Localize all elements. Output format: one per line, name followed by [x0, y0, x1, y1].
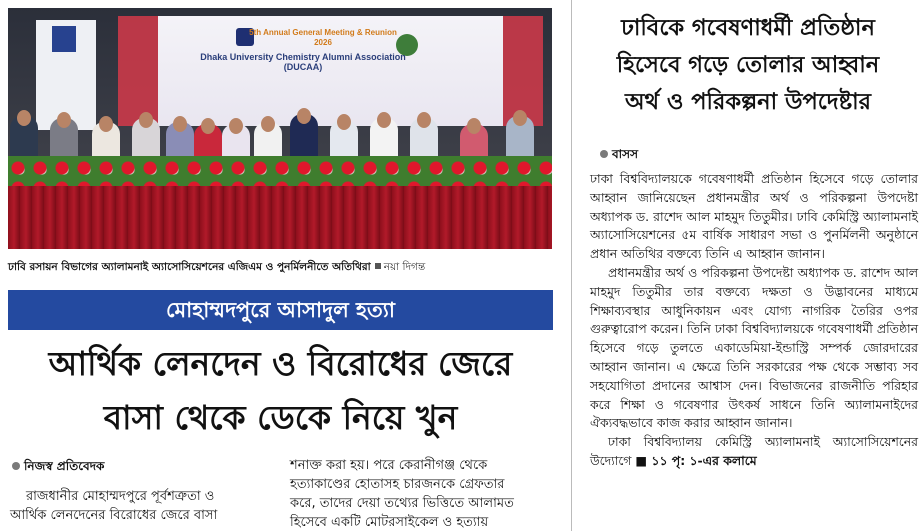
- headline-line-1: আর্থিক লেনদেন ও বিরোধের জেরে: [48, 344, 513, 383]
- paragraph-3-text: ঢাকা বিশ্ববিদ্যালয় কেমিস্ট্রি অ্যালামনাই অ্যাসোসিয়েশনের উদ্যোগে: [590, 434, 918, 468]
- banner-subtitle: Dhaka University Chemistry Alumni Association (DUCAA): [200, 52, 406, 72]
- event-photo: [8, 8, 552, 249]
- left-byline: [12, 458, 104, 478]
- body-line: হত্যাকাণ্ডের হোতাসহ চারজনকে গ্রেফতার: [290, 477, 505, 492]
- headline-line-2: হিসেবে গড়ে তোলার আহ্বান: [616, 52, 880, 78]
- photo-caption: [8, 260, 553, 277]
- body-line: আর্থিক লেনদেনের বিরোধের জেরে বাসা: [10, 508, 218, 523]
- photo-credit: নয়া দিগন্ত: [383, 261, 426, 273]
- body-line: শনাক্ত করা হয়। পরে কেরানীগঞ্জ থেকে: [290, 458, 488, 473]
- paragraph-1: ঢাকা বিশ্ববিদ্যালয়কে গবেষণাধর্মী প্রতিষ্ঠান হিসেবে গড়ে তোলার আহ্বান জানিয়েছেন প্রধানমন্ত্রীর অর্থ ও পরিকল্পনা উপদেষ্টা অধ্যাপক ড. রাশেদ আল মাহমুদ তিতুমীর। ঢাবি কেমিস্ট্রি অ্যালামনাই অ্যাসোসিয়েশনের ৫ম বার্ষিক সাধারণ সভা ও পুনর্মিলনী অনুষ্ঠানে প্রধান অতিথির বক্তব্যে তিনি এ আহ্বান জানান।: [590, 171, 918, 262]
- byline-text: বাসস: [612, 147, 639, 161]
- right-byline: [600, 146, 638, 166]
- paragraph-2: প্রধানমন্ত্রীর অর্থ ও পরিকল্পনা উপদেষ্টা অধ্যাপক ড. রাশেদ আল মাহমুদ তিতুমীর তার বক্তব্যে দক্ষতা ও উদ্ভাবনের মাধ্যমে শিক্ষাব্যবস্থার আধুনিকায়ন এবং যোগ্য নাগরিক তৈরির ওপর গুরুত্বারোপ করেন। তিনি ঢাকা বিশ্ববিদ্যালয়কে গবেষণাধর্মী প্রতিষ্ঠান হিসেবে গড়ে তুলতে একাডেমিয়া-ইন্ডাস্ট্রি সম্পর্ক জোরদারের আহ্বান জানান। এ ক্ষেত্রে তিনি সরকারের পক্ষ থেকে সম্ভাব্য সব সহযোগিতা প্রদানের আশ্বাস দেন। বিভাজনের রাজনীতি পরিহার করে শিক্ষা ও গবেষণার উৎকর্ষ সাধনে তিনি অ্যালামনাইদের ঐক্যবদ্ধভাবে কাজ করার আহ্বান জানান।: [590, 264, 918, 431]
- body-line: হিসেবে একটি মোটরসাইকেল ও হত্যায়: [290, 515, 489, 530]
- middle-body-column: [290, 456, 552, 532]
- headline-line-3: অর্থ ও পরিকল্পনা উপদেষ্টার: [624, 89, 871, 115]
- paragraph-3: [590, 433, 918, 471]
- left-body-column: [10, 487, 275, 525]
- bullet-icon: [12, 462, 20, 470]
- bullet-icon: [600, 150, 608, 158]
- headline-line-1: ঢাবিকে গবেষণাধর্মী প্রতিষ্ঠান: [621, 15, 875, 41]
- body-line: করে, তাদের দেয়া তথ্যের ভিত্তিতে আলামত: [290, 496, 514, 511]
- stage-curtain: [8, 186, 552, 249]
- university-logo: [52, 26, 76, 52]
- body-line: রাজধানীর মোহাম্মদপুরে পূর্বশত্রুতা ও: [26, 489, 215, 504]
- continued-marker: ■ ১১ পৃ: ১-এর কলামে: [635, 452, 757, 468]
- column-divider: [571, 0, 572, 531]
- right-headline: [580, 10, 916, 121]
- byline-text: নিজস্ব প্রতিবেদক: [24, 459, 105, 473]
- right-body-column: [590, 170, 918, 471]
- headline-line-2: বাসা থেকে ডেকে নিয়ে খুন: [103, 398, 458, 437]
- story-kicker: মোহাম্মদপুরে আসাদুল হত্যা: [8, 290, 553, 330]
- square-bullet-icon: [375, 263, 381, 269]
- banner-title: 5th Annual General Meeting & Reunion 2026: [249, 28, 397, 47]
- caption-text: ঢাবি রসায়ন বিভাগের অ্যালামনাই অ্যাসোসিয়েশনের এজিএম ও পুনর্মিলনীতে অতিথিরা: [8, 261, 371, 273]
